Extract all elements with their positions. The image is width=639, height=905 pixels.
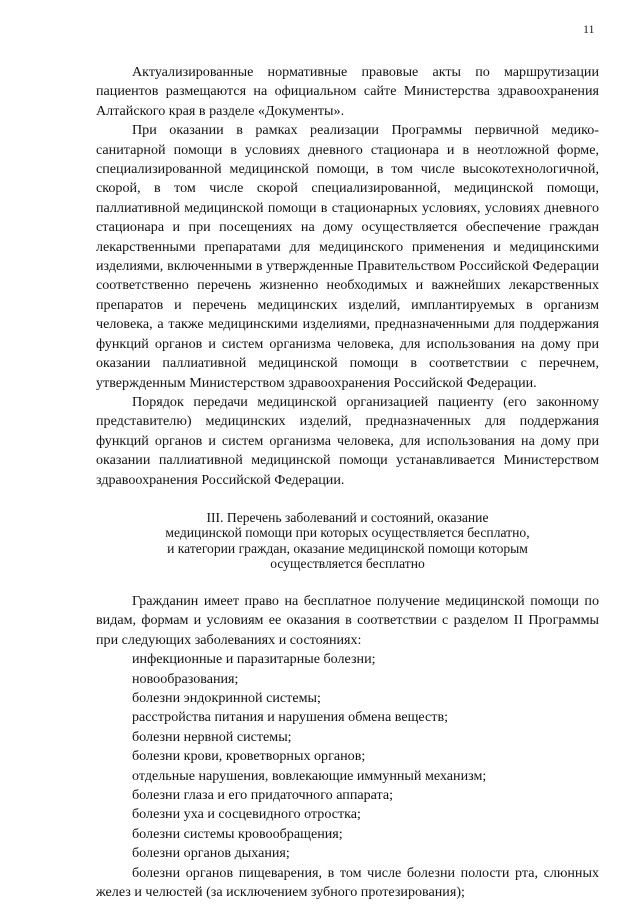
page-number: 11 <box>583 22 595 36</box>
list-item-digestive: болезни органов пищеварения, в том числе болезни полости рта, слюнных желез и челюстей (за исключением зубного протезирования); <box>96 864 599 901</box>
section-heading-line: медицинской помощи при которых осуществляется бесплатно, <box>165 525 530 541</box>
section-heading-line: осуществляется бесплатно <box>270 556 425 572</box>
list-item: болезни нервной системы; <box>132 728 292 745</box>
list-item: болезни уха и сосцевидного отростка; <box>132 806 361 823</box>
conditions-list <box>96 650 599 902</box>
paragraph-free-care-right: Гражданин имеет право на бесплатное получение медицинской помощи по видам, формам и условиям ее оказания в соответствии с разделом II Программы при следующих заболеваниях и состояниях: <box>96 592 599 648</box>
paragraph-routing-acts: Актуализированные нормативные правовые акты по маршрутизации пациентов размещаются на официальном сайте Министерства здравоохранения Алтайского края в разделе «Документы». <box>96 64 599 119</box>
section-heading-line: и категории граждан, оказание медицинской помощи которым <box>167 540 528 556</box>
list-item: болезни эндокринной системы; <box>132 689 321 706</box>
document-body <box>96 63 599 902</box>
paragraph-drug-provision: При оказании в рамках реализации Программы первичной медико-санитарной помощи в условиях дневного стационара и в неотложной форме, специализированной медицинской помощи, в том числе высокотехнологичной, скорой, в том числе скорой специализированной, медицинской помощи, паллиативной медицинской помощи в стационарных условиях, условиях дневного стационара и при посещениях на дому осуществляется обеспечение граждан лекарственными препаратами для медицинского применения и медицинскими изделиями, включенными в утвержденные Правительством Российской Федерации соответственно перечень жизненно необходимых и важнейших лекарственных препаратов и перечень медицинских изделий, имплантируемых в организм человека, а также медицинскими изделиями, предназначенными для поддержания функций органов и систем организма человека, для использования на дому при оказании паллиативной медицинской помощи в соответствии с перечнем, утвержденным Министерством здравоохранения Российской Федерации. <box>96 122 599 391</box>
list-item: инфекционные и паразитарные болезни; <box>132 651 376 668</box>
section-heading-line: III. Перечень заболеваний и состояний, оказание <box>206 509 489 525</box>
list-item: болезни глаза и его придаточного аппарата; <box>132 787 394 803</box>
list-item: расстройства питания и нарушения обмена веществ; <box>132 709 449 726</box>
list-item: болезни органов дыхания; <box>132 845 290 862</box>
list-item: болезни крови, кроветворных органов; <box>132 748 366 765</box>
list-item: болезни системы кровообращения; <box>132 825 343 842</box>
section-heading <box>96 510 599 572</box>
list-item: новообразования; <box>132 670 239 687</box>
list-item: отдельные нарушения, вовлекающие иммунный механизм; <box>132 767 487 784</box>
paragraph-device-transfer: Порядок передачи медицинской организацией пациенту (его законному представителю) медицинских изделий, предназначенных для поддержания функций органов и систем организма человека, для использования на дому при оказании паллиативной медицинской помощи устанавливается Министерством здравоохранения Российской Федерации. <box>96 393 599 488</box>
